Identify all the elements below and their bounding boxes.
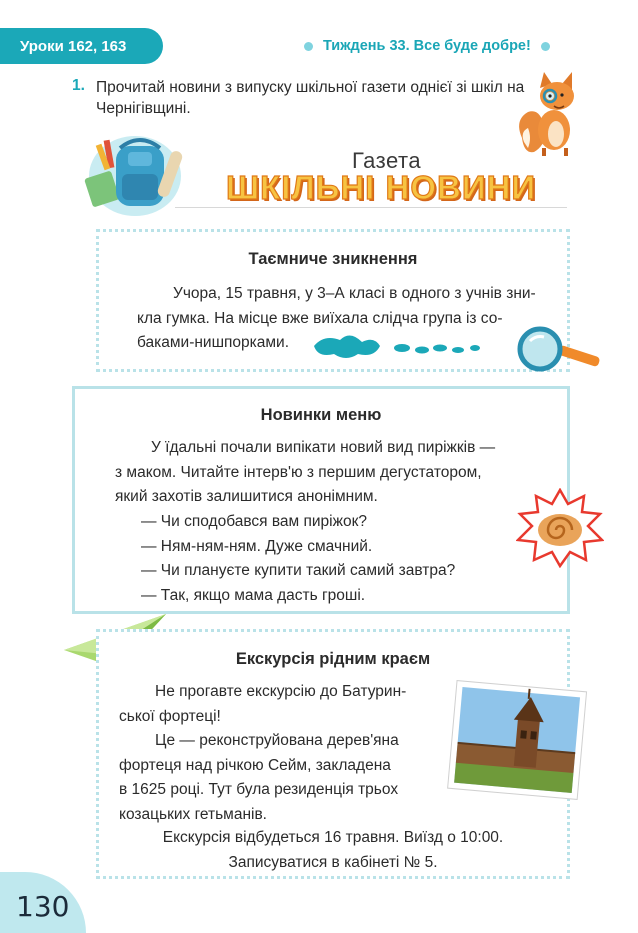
dialog-line: — Чи сподобався вам пиріжок?	[141, 513, 367, 530]
text-line: Це — реконструйована дерев'яна	[155, 732, 399, 749]
text-line: баками-нишпорками.	[137, 334, 290, 351]
task-text: Прочитай новини з випуску шкільної газети однієї зі шкіл на Чернігівщині.	[96, 79, 525, 117]
text-line: Не прогавте екскурсію до Батурин-	[155, 683, 407, 700]
text-line: який захотів залишитися анонімним.	[115, 488, 378, 505]
interview-dialog	[141, 510, 551, 608]
text-line: з маком. Читайте інтерв'ю з першим дегустатором,	[115, 463, 482, 481]
week-bar	[304, 34, 550, 58]
title-divider	[175, 207, 567, 208]
lessons-tab: Уроки 162, 163	[0, 28, 163, 64]
text-line: ської фортеці!	[119, 707, 221, 725]
page-number-tab	[0, 872, 86, 933]
dialog-line: — Так, якщо мама дасть гроші.	[141, 586, 366, 604]
article-title: Екскурсія рідним краєм	[235, 650, 431, 668]
article-text	[115, 436, 555, 510]
text-line: козацьких гетьманів.	[119, 805, 267, 823]
article-title: Таємниче зникнення	[248, 250, 418, 268]
text-line: кла гумка. На місце вже виїхала слідча група із со-	[137, 309, 503, 327]
article-menu	[72, 386, 570, 614]
newspaper-label: Газета	[352, 148, 422, 173]
text-line: в 1625 році. Тут була резиденція трьох	[119, 781, 399, 798]
fox-icon	[514, 68, 582, 156]
text-line: У їдальні почали випікати новий вид пиріжків —	[151, 439, 496, 456]
dot-left-icon	[304, 42, 313, 51]
bun-icon	[516, 488, 604, 568]
fortress-photo	[446, 680, 588, 802]
week-title: Тиждень 33. Все буде добре!	[323, 38, 531, 54]
article-title: Новинки меню	[260, 406, 382, 424]
text-line: Записуватися в кабінеті № 5.	[228, 853, 438, 871]
article-text	[119, 680, 459, 827]
dialog-line: — Ням-ням-ням. Дуже смачний.	[141, 537, 373, 555]
page-number: 130	[16, 890, 70, 923]
newspaper-name: ШКІЛЬНІ НОВИНИ	[226, 169, 537, 206]
excursion-footer	[99, 826, 567, 875]
task-number: 1.	[72, 77, 85, 94]
dialog-line: — Чи плануєте купити такий самий завтра?	[141, 562, 456, 579]
text-line: Екскурсія відбудеться 16 травня. Виїзд о 10:00.	[162, 829, 504, 846]
backpack-icon	[80, 130, 190, 222]
magnifier-icon	[514, 325, 604, 381]
text-line: фортеця над річкою Сейм, закладена	[119, 756, 391, 774]
text-line: Учора, 15 травня, у 3–А класі в одного з учнів зни-	[173, 285, 536, 302]
dot-right-icon	[541, 42, 550, 51]
ink-trail-icon	[310, 330, 510, 362]
